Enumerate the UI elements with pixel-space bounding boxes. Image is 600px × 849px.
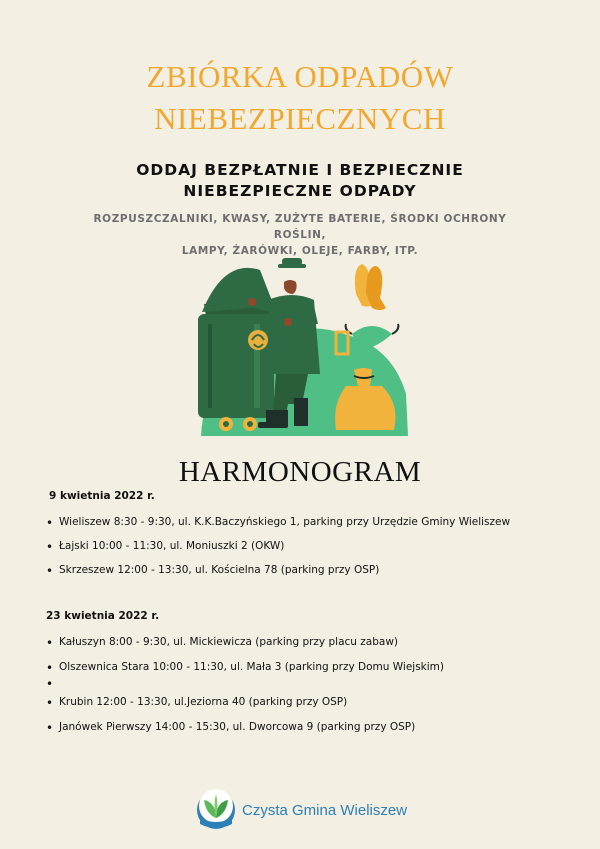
date-day-2: 23 kwietnia 2022 r. — [46, 610, 160, 622]
date-day-1: 9 kwietnia 2022 r. — [49, 490, 155, 502]
subtitle-line-1: ODDAJ BEZPŁATNIE I BEZPIECZNIE — [136, 161, 464, 179]
footer-logo — [196, 788, 407, 832]
list-item: • Łajski 10:00 - 11:30, ul. Moniuszki 2 (OKW) — [46, 540, 510, 552]
footer-logo-text: Czysta Gmina Wieliszew — [242, 801, 408, 819]
waste-types — [80, 211, 520, 259]
title-line-2: NIEBEZPIECZNYCH — [154, 101, 446, 136]
list-item: • Janówek Pierwszy 14:00 - 15:30, ul. Dworcowa 9 (parking przy OSP) — [46, 721, 444, 735]
schedule-heading: HARMONOGRAM — [178, 456, 422, 488]
poster-subtitle — [0, 160, 600, 202]
schedule-list-day-1 — [46, 516, 510, 576]
trash-bin-icon — [198, 268, 274, 431]
waste-types-line-1: ROZPUSZCZALNIKI, KWASY, ZUŻYTE BATERIE, ŚRODKI OCHRONY ROŚLIN, — [93, 213, 507, 241]
list-item: • Kałuszyn 8:00 - 9:30, ul. Mickiewicza (parking przy placu zabaw) — [46, 636, 444, 650]
schedule-list-day-2 — [46, 636, 444, 735]
list-item: • Olszewnica Stara 10:00 - 11:30, ul. Mała 3 (parking przy Domu Wiejskim) — [46, 661, 444, 675]
subtitle-line-2: NIEBEZPIECZNE ODPADY — [183, 182, 417, 200]
gloves-icon — [355, 264, 386, 310]
list-item: • Wieliszew 8:30 - 9:30, ul. K.K.Baczyńskiego 1, parking przy Urzędzie Gminy Wieliszew — [46, 516, 510, 528]
list-item: • Krubin 12:00 - 13:30, ul.Jeziorna 40 (parking przy OSP) — [46, 696, 444, 710]
title-line-1: ZBIÓRKA ODPADÓW — [146, 59, 454, 94]
list-item: • Skrzeszew 12:00 - 13:30, ul. Kościelna 78 (parking przy OSP) — [46, 564, 510, 576]
leaf-logo-icon — [196, 788, 236, 832]
waste-types-line-2: LAMPY, ŻARÓWKI, OLEJE, FARBY, ITP. — [181, 245, 419, 257]
illustration — [196, 254, 410, 438]
list-item — [46, 677, 444, 691]
poster-title — [0, 56, 600, 140]
